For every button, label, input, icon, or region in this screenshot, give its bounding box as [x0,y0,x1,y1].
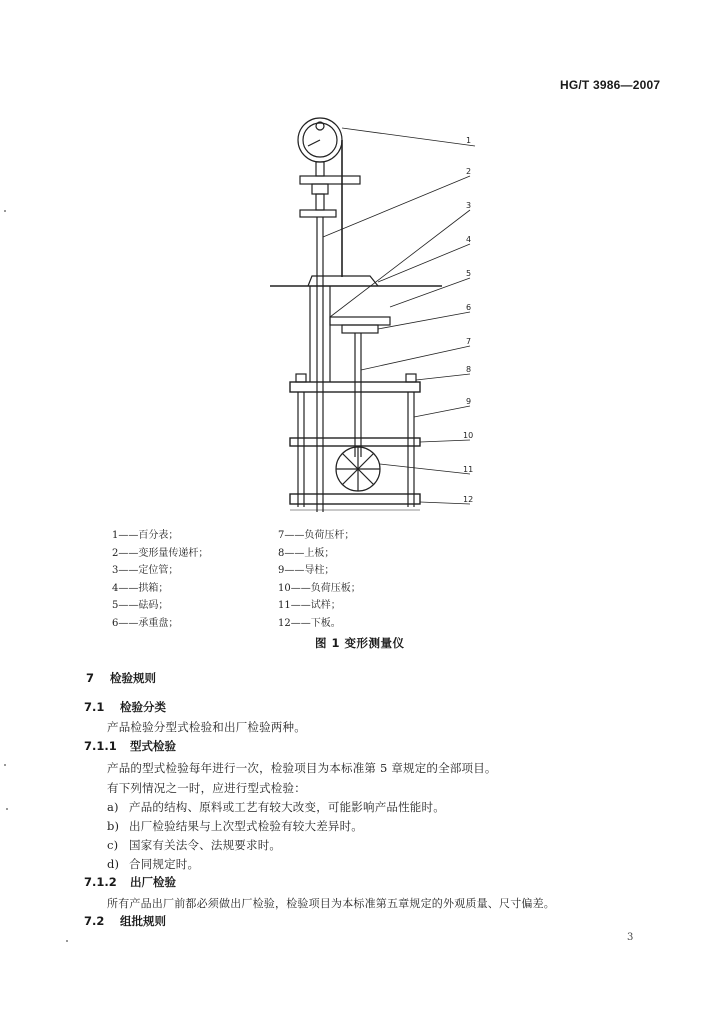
legend-item: 5——砝码； [112,600,169,611]
legend-item: 6——承重盘； [112,617,179,629]
list-item-letter: d) [107,857,120,871]
list-item [107,837,281,853]
legend-item: 4——拱箱； [112,582,169,594]
section-7-1-heading [84,699,166,715]
section-7-1-2-heading [84,874,176,890]
callout-9: 9 [466,397,472,406]
list-item-text: 产品的结构、原料或工艺有较大改变，可能影响产品性能时。 [129,800,445,814]
legend-item: 1——百分表； [112,530,179,541]
callout-10: 10 [463,431,474,440]
section-title: 出厂检验 [130,875,177,889]
section-7-heading [86,670,156,686]
list-item [107,856,199,872]
section-title: 检验分类 [120,700,167,714]
callout-1: 1 [466,136,472,145]
paragraph: 有下列情况之一时，应进行型式检验： [107,781,306,795]
list-item-letter: c) [107,838,119,852]
list-item-text: 出厂检验结果与上次型式检验有较大差异时。 [129,819,363,833]
callout-12: 12 [463,495,474,504]
paragraph: 所有产品出厂前都必须做出厂检验，检验项目为本标准第五章规定的外观质量、尺寸偏差。 [107,897,555,910]
callout-5: 5 [466,269,472,278]
instrument-drawing [260,112,500,522]
deformation-instrument-figure [260,112,500,522]
callout-11: 11 [463,465,474,474]
section-number: 7.1.1 [84,739,117,753]
callout-7: 7 [466,337,472,346]
legend-item: 12——下板。 [278,617,341,629]
scan-speck [4,764,6,766]
figure-caption: 图 1 变形测量仪 [315,636,405,650]
paragraph: 产品检验分型式检验和出厂检验两种。 [107,720,306,734]
callout-2: 2 [466,167,472,176]
legend-item: 8——上板； [278,547,335,559]
section-number: 7.1.2 [84,875,117,889]
scan-speck [4,210,6,212]
legend-item: 7——负荷压杆； [278,530,355,541]
list-item-letter: b) [107,819,120,833]
section-title: 检验规则 [110,671,157,685]
scan-speck [66,940,68,942]
section-7-2-heading [84,913,166,929]
list-item [107,799,445,815]
list-item [107,818,363,834]
legend-item: 10——负荷压板； [278,582,361,594]
section-title: 组批规则 [120,914,167,928]
section-number: 7.2 [84,914,105,928]
page-number: 3 [627,932,634,943]
legend-item: 3——定位管； [112,565,179,576]
list-item-letter: a) [107,800,119,814]
list-item-text: 合同规定时。 [129,857,200,871]
callout-6: 6 [466,303,472,312]
section-7-1-1-heading [84,738,176,754]
paragraph: 产品的型式检验每年进行一次，检验项目为本标准第 5 章规定的全部项目。 [107,761,497,775]
callout-4: 4 [466,235,472,244]
standard-code: HG/T 3986—2007 [560,78,661,92]
section-title: 型式检验 [130,739,177,753]
figure-legend-left [112,527,272,632]
section-number: 7 [86,671,95,685]
list-item-text: 国家有关法令、法规要求时。 [129,838,282,852]
section-number: 7.1 [84,700,105,714]
figure-legend-right [278,527,448,632]
legend-item: 9——导柱； [278,565,335,576]
scan-speck [6,808,8,810]
callout-8: 8 [466,365,472,374]
callout-3: 3 [466,201,472,210]
legend-item: 2——变形量传递杆； [112,547,209,559]
legend-item: 11——试样； [278,600,341,611]
